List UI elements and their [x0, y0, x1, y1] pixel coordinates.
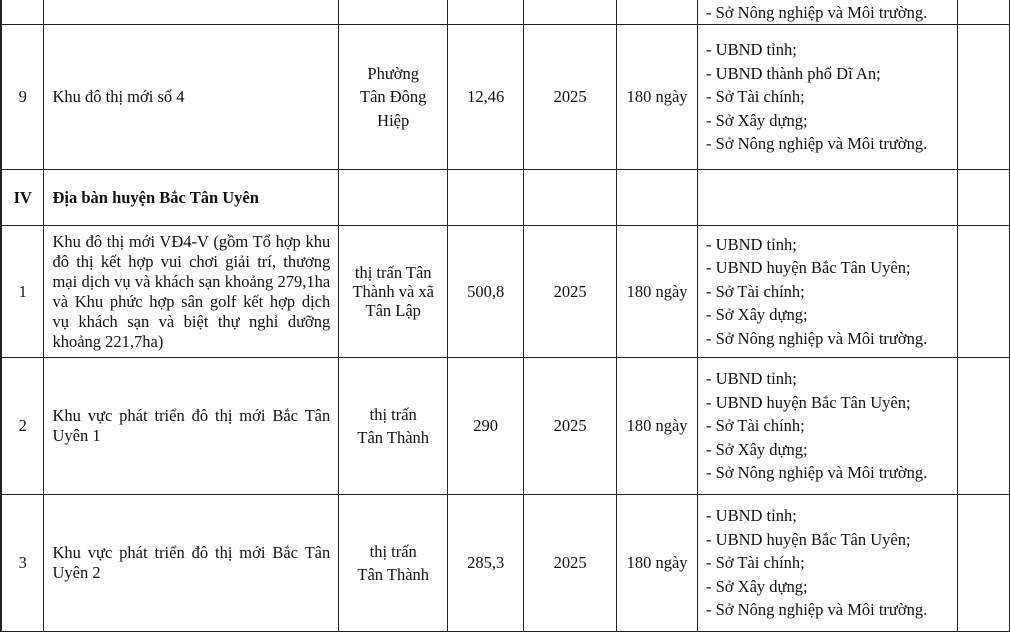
location-cell: thị trấn Tân Thành [339, 495, 448, 632]
year-cell: 2025 [524, 25, 617, 170]
table-row [1, 358, 1010, 495]
table-row [1, 25, 1010, 170]
duration-cell: 180 ngày [617, 358, 698, 495]
table-row-continued [1, 0, 1010, 25]
agencies-cell: - UBND tỉnh; - UBND huyện Bắc Tân Uyên; - Sở Tài chính; - Sở Xây dựng; - Sở Nông nghiệp và Môi trường. [698, 226, 958, 358]
section-title: Địa bàn huyện Bắc Tân Uyên [44, 170, 339, 226]
project-name: Khu vực phát triển đô thị mới Bắc Tân Uyên 2 [44, 495, 339, 632]
table-row [1, 495, 1010, 632]
area-cell: 290 [448, 358, 524, 495]
location-cell: thị trấn Tân Thành và xã Tân Lập [339, 226, 448, 358]
location-cell: thị trấn Tân Thành [339, 358, 448, 495]
duration-cell: 180 ngày [617, 25, 698, 170]
duration-cell: 180 ngày [617, 226, 698, 358]
agency-line: - Sở Nông nghiệp và Môi trường. [706, 2, 928, 22]
year-cell: 2025 [524, 226, 617, 358]
row-number: 3 [1, 495, 44, 632]
row-number: 9 [1, 25, 44, 170]
agencies-cell: - UBND tỉnh; - UBND huyện Bắc Tân Uyên; - Sở Tài chính; - Sở Xây dựng; - Sở Nông nghiệp và Môi trường. [698, 358, 958, 495]
agencies-cell [698, 0, 958, 25]
location-cell: Phường Tân Đông Hiệp [339, 25, 448, 170]
project-name: Khu vực phát triển đô thị mới Bắc Tân Uyên 1 [44, 358, 339, 495]
section-row [1, 170, 1010, 226]
year-cell: 2025 [524, 495, 617, 632]
year-cell: 2025 [524, 358, 617, 495]
area-cell: 12,46 [448, 25, 524, 170]
row-number: 2 [1, 358, 44, 495]
table-row [1, 226, 1010, 358]
project-name: Khu đô thị mới số 4 [44, 25, 339, 170]
agencies-cell: - UBND tỉnh; - UBND huyện Bắc Tân Uyên; - Sở Tài chính; - Sở Xây dựng; - Sở Nông nghiệp và Môi trường. [698, 495, 958, 632]
section-number: IV [1, 170, 44, 226]
area-cell: 285,3 [448, 495, 524, 632]
area-cell: 500,8 [448, 226, 524, 358]
duration-cell: 180 ngày [617, 495, 698, 632]
project-name: Khu đô thị mới VĐ4-V (gồm Tổ hợp khu đô thị kết hợp vui chơi giải trí, thương mại dịch vụ và khách sạn khoảng 279,1ha và Khu phức hợp sân golf kết hợp dịch vụ khách sạn và biệt thự nghỉ dưỡng khoảng 221,7ha) [44, 226, 339, 358]
agencies-cell: - UBND tỉnh; - UBND thành phố Dĩ An; - Sở Tài chính; - Sở Xây dựng; - Sở Nông nghiệp và Môi trường. [698, 25, 958, 170]
row-number: 1 [1, 226, 44, 358]
